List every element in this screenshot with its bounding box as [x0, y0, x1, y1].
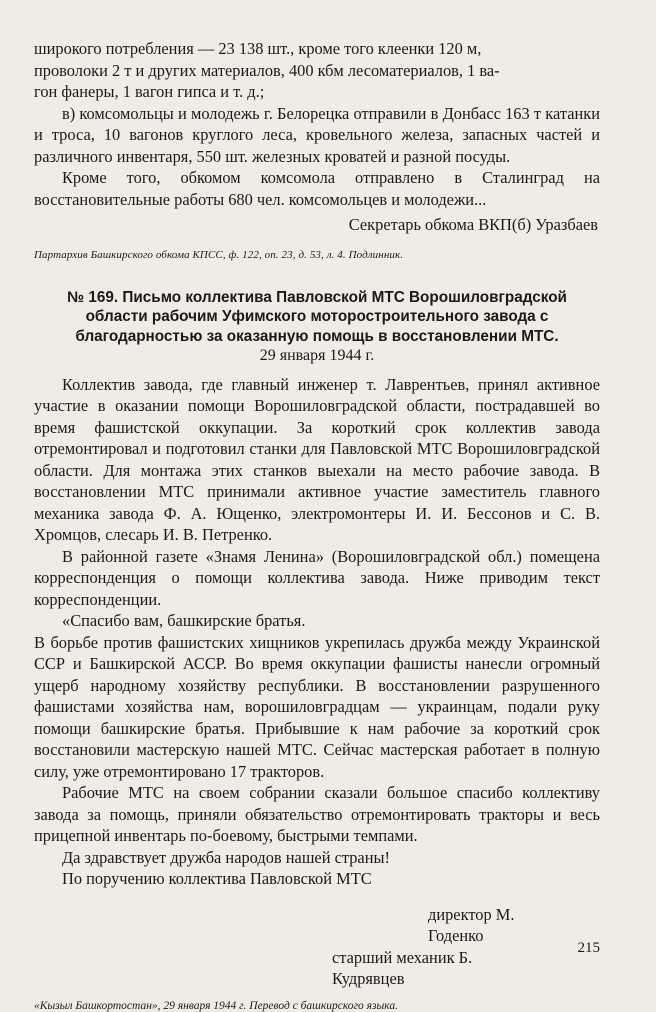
newspaper-source: «Кызыл Башкортостан», 29 января 1944 г. Перевод с башкирского языка.	[34, 999, 398, 1012]
letter-greeting: «Спасибо вам, башкирские братья.	[62, 611, 306, 630]
komsomol-paragraph: Кроме того, обкомом комсомола отправлено в Сталинград на восстановительные работы 680 чел. комсомольцев и молодежи...	[34, 168, 600, 209]
paragraph-5: Рабочие МТС на своем собрании сказали большое спасибо коллективу завода за помощь, приняли обязательство отремонтировать тракторы и весь прицепной инвентарь по-боевому, быстрыми темпами.	[34, 783, 600, 845]
on-behalf: По поручению коллектива Павловской МТС	[62, 869, 372, 888]
archive-source: Партархив Башкирского обкома КПСС, ф. 122, оп. 23, д. 53, л. 4. Подлинник.	[34, 248, 404, 261]
page-number: 215	[577, 940, 600, 956]
text-line: широкого потребления — 23 138 шт., кроме того клеенки 120 м,	[34, 39, 482, 58]
letter-body: В борьбе против фашистских хищников укрепилась дружба между Украинской ССР и Башкирской АССР. Во время оккупации фашисты нанесли огромный ущерб народному хозяйству республики. В восстановлении разрушенного фашистами хозяйства нам, ворошиловградцам — украинцам, подали руку помощи башкирские братья. Прибывшие к нам рабочие за короткий срок восстановили мастерскую нашей МТС. Сейчас мастерская работает в полную силу, уже отремонтировано 17 тракторов.	[34, 632, 600, 781]
secretary-signature: Секретарь обкома ВКП(б) Уразбаев	[348, 215, 598, 234]
director-signature: директор М. Годенко	[428, 904, 515, 945]
heading-title: № 169. Письмо коллектива Павловской МТС Ворошиловградской области рабочим Уфимского моторостроительного завода с благодарностью за оказанную помощь в восстановлении МТС.	[67, 288, 567, 345]
text-line: проволоки 2 т и других материалов, 400 кбм лесоматериалов, 1 ва-	[34, 60, 500, 80]
item-v-paragraph: в) комсомольцы и молодежь г. Белорецка отправили в Донбасс 163 т катанки и троса, 10 вагонов круглого леса, кровельного железа, запасных частей и различного инвентаря, 550 шт. железных кроватей и разной посуды.	[34, 103, 600, 166]
mechanic-signature: старший механик Б. Кудрявцев	[332, 947, 473, 988]
paragraph-2: В районной газете «Знамя Ленина» (Ворошиловградской обл.) помещена корреспонденция о помощи коллектива завода. Ниже приводим текст корреспонденции.	[34, 546, 600, 609]
letter-signatures	[34, 904, 542, 990]
document-heading	[34, 288, 600, 366]
text-line: гон фанеры, 1 вагон гипса и т. д.;	[34, 82, 265, 101]
slogan: Да здравствует дружба народов нашей страны!	[62, 847, 390, 867]
paragraph-1: Коллектив завода, где главный инженер т. Лаврентьев, принял активное участие в оказании помощи Ворошиловградской области, пострадавшей во время фашистской оккупации. За короткий срок коллектив завода отремонтировал и подготовил станки для Павловской МТС Ворошиловградской области. Для монтажа этих станков выехали на место рабочие завода. В восстановлении МТС принимали активное участие заместитель главного механика завода Ф. А. Ющенко, электромонтеры И. И. Бессонов и С. В. Хромцов, слесарь И. В. Петренко.	[34, 374, 600, 544]
heading-date: 29 января 1944 г.	[259, 347, 375, 364]
